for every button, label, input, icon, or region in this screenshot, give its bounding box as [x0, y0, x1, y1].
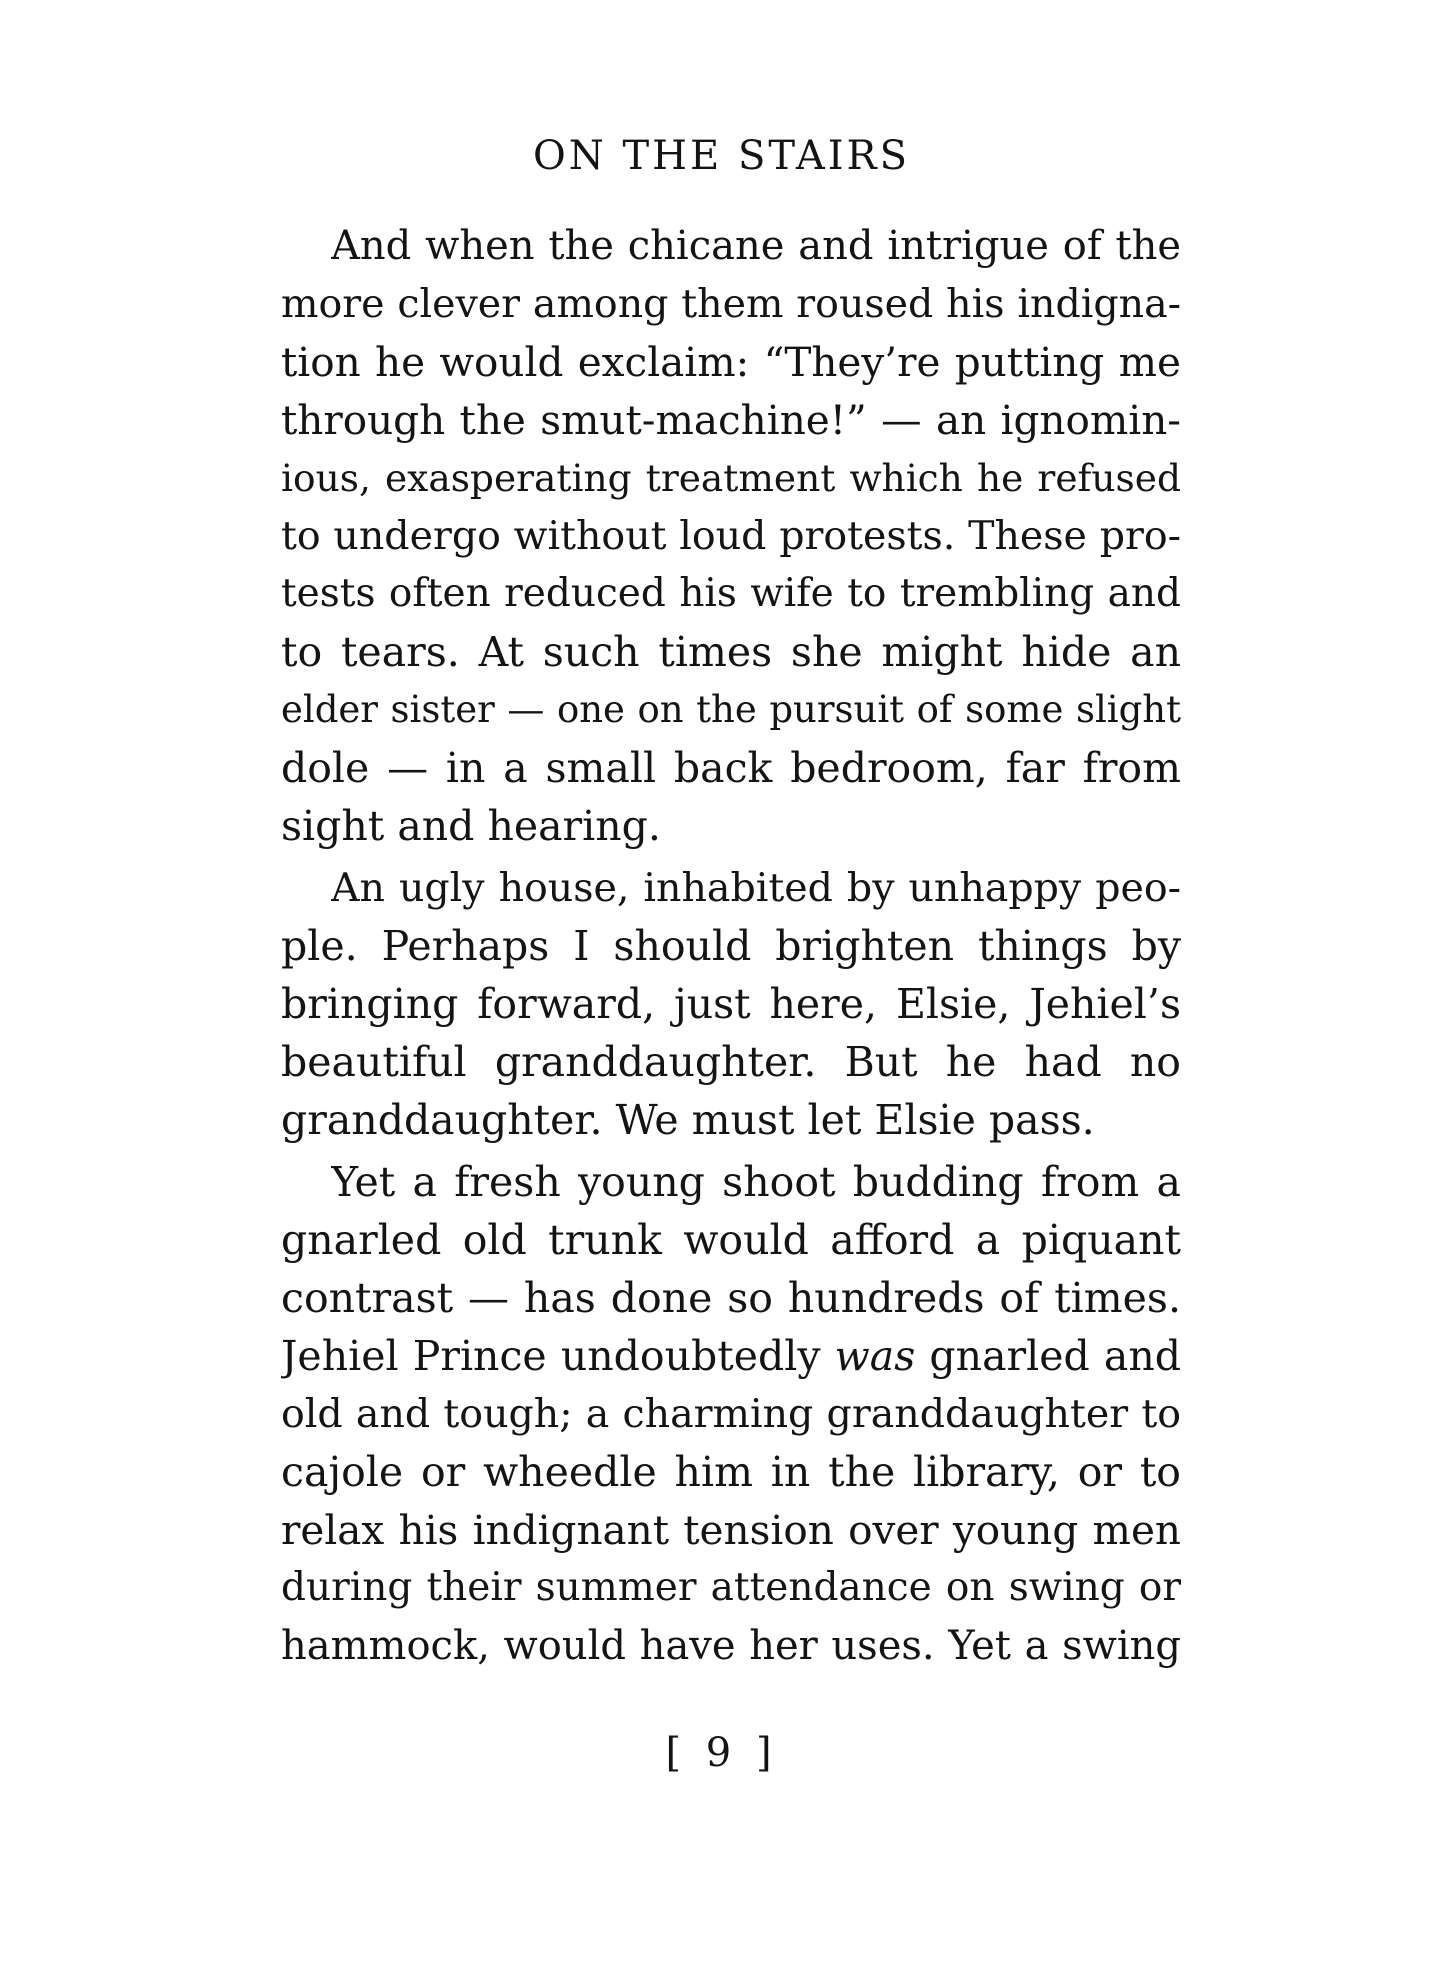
text-line: relax his indignant tension over young men: [281, 1506, 1181, 1554]
text-line: ple. Perhaps I should brighten things by: [281, 922, 1181, 970]
text-line: tion he would exclaim: “They’re putting me: [281, 338, 1181, 386]
text-line: hammock, would have her uses. Yet a swing: [281, 1623, 1181, 1669]
text-line: to tears. At such times she might hide an: [281, 628, 1181, 676]
text-line: during their summer attendance on swing or: [281, 1565, 1181, 1610]
text-segment: gnarled and: [915, 1332, 1181, 1380]
italic-emphasis: was: [834, 1332, 916, 1380]
text-line: And when the chicane and intrigue of the: [331, 223, 1181, 269]
text-line: to undergo without loud protests. These pro-: [281, 513, 1181, 559]
text-line: dole — in a small back bedroom, far from: [281, 744, 1181, 792]
page-number: [ 9 ]: [665, 1730, 778, 1776]
text-line: gnarled old trunk would afford a piquant: [281, 1216, 1181, 1264]
text-line: cajole or wheedle him in the library, or to: [281, 1448, 1181, 1496]
text-line: Yet a fresh young shoot budding from a: [331, 1158, 1181, 1206]
text-line: elder sister — one on the pursuit of some slight: [281, 688, 1181, 731]
text-line: beautiful granddaughter. But he had no: [281, 1038, 1181, 1086]
text-line: ious, exasperating treatment which he refused: [281, 456, 1181, 500]
text-line: An ugly house, inhabited by unhappy peo-: [331, 865, 1181, 911]
text-segment: Jehiel Prince undoubtedly: [281, 1332, 835, 1380]
text-line: more clever among them roused his indigna-: [281, 281, 1181, 327]
text-line: tests often reduced his wife to trembling and: [281, 571, 1181, 616]
text-line: contrast — has done so hundreds of times.: [281, 1274, 1181, 1322]
text-line: sight and hearing.: [281, 802, 661, 850]
running-head: ON THE STAIRS: [532, 133, 911, 179]
text-line: through the smut-machine!” — an ignomin-: [281, 396, 1181, 444]
text-line: granddaughter. We must let Elsie pass.: [281, 1096, 1095, 1144]
text-line: bringing forward, just here, Elsie, Jehiel’s: [281, 980, 1181, 1028]
text-line: old and tough; a charming granddaughter to: [281, 1391, 1181, 1437]
text-line-with-emphasis: [281, 1327, 1181, 1385]
